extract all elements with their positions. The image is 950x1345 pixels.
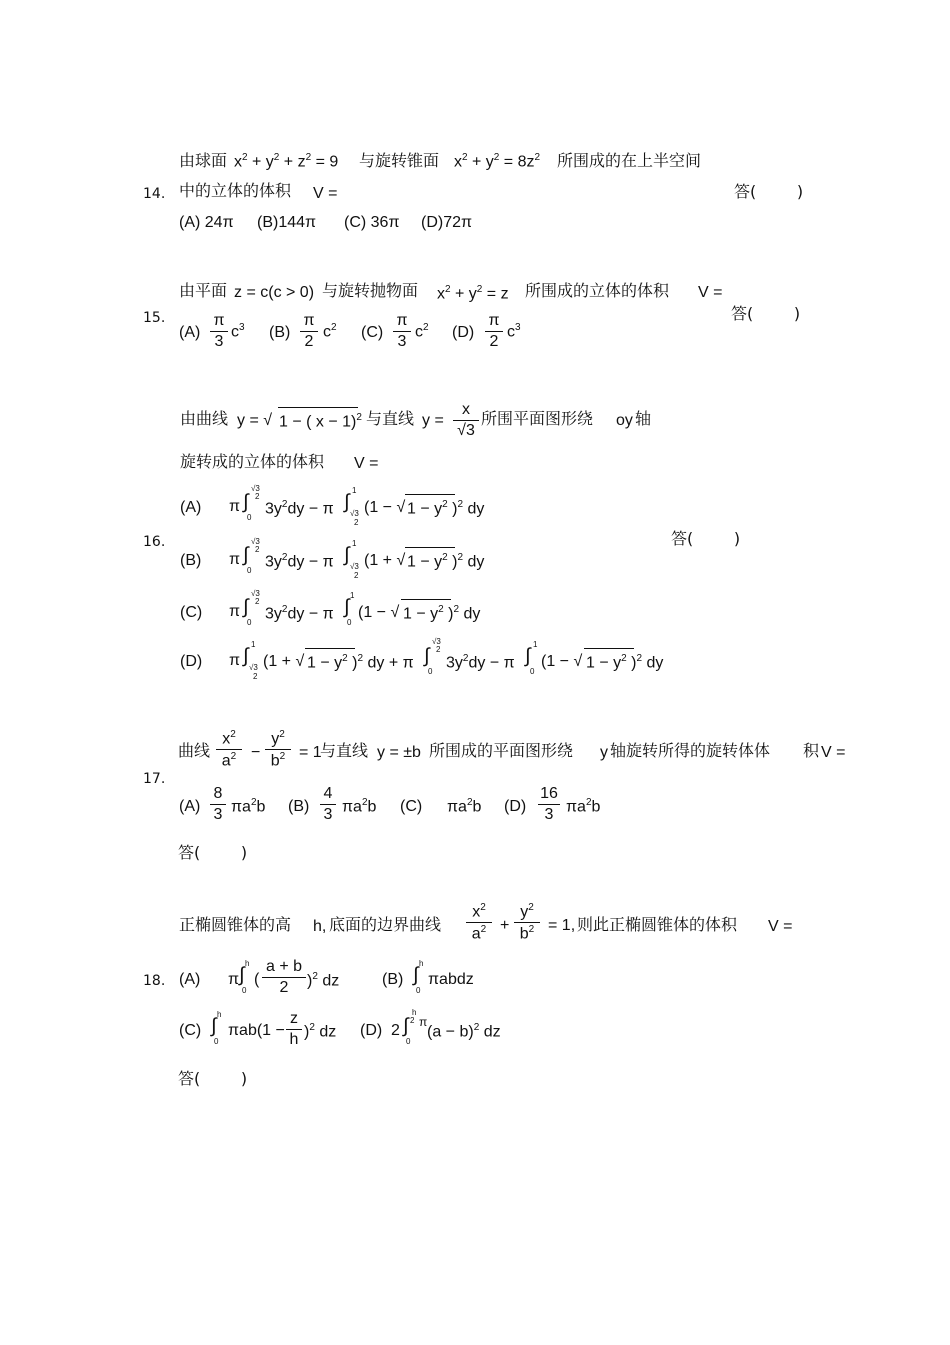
q14-volume-label: V = xyxy=(313,185,338,202)
q18-ellipse-x-fraction: $x^2$ $a^2$ xyxy=(466,903,492,943)
q18-option-a-pi: π xyxy=(228,971,240,988)
q16-a-upper: √3 xyxy=(251,484,260,493)
q16-option-c-pi: π xyxy=(229,603,241,620)
q15-option-b-power: $c^2$ xyxy=(323,322,337,341)
q18-option-a-open: ( xyxy=(254,971,260,988)
q18-option-c-fraction: z h xyxy=(286,1011,302,1048)
q16-curve-equation: y = √ xyxy=(237,412,273,429)
q17-volume-label: V = xyxy=(821,744,846,761)
q18-ellipse-y-fraction: $y^2$ $b^2$ xyxy=(514,903,540,943)
q15-option-c[interactable]: (C) xyxy=(361,324,384,341)
q17-option-a-expr: $\pi a^2b$ xyxy=(231,797,266,816)
q15-option-a[interactable]: (A) xyxy=(179,324,201,341)
q18-d-pi-small: π xyxy=(419,1015,428,1029)
q18-option-c-integral: ∫ xyxy=(211,1015,217,1037)
q14-number: 14. xyxy=(143,186,166,202)
q18-option-a-fraction: a + b 2 xyxy=(262,959,306,996)
q16-option-b-integral-1: ∫ xyxy=(243,544,249,566)
q14-stem-line1: 由球面 xyxy=(179,151,228,170)
q17-stem-c: 所围成的平面图形绕 xyxy=(429,741,574,760)
q16-a-sqrt-bar xyxy=(405,494,455,495)
q16-b-radicand: $1 - y^2$ )$^2$ dy xyxy=(407,552,485,571)
q16-option-c[interactable]: (C) xyxy=(180,604,203,621)
q17-stem-d: 轴旋转所得的旋转体体 xyxy=(610,741,771,760)
q17-stem-e: 积 xyxy=(803,741,820,760)
q18-c-upper: h xyxy=(217,1010,222,1019)
q14-equation-sphere: $x^2 + y^2 + z^2 = 9$ xyxy=(234,152,339,171)
q14-stem-end: 所围成的在上半空间 xyxy=(557,151,702,170)
q16-d-upper: 1 xyxy=(251,640,256,649)
q16-option-d-term3: (1 − √ xyxy=(541,653,583,670)
q18-option-d-coef: 2 xyxy=(391,1022,400,1039)
q18-stem-c: 则此正椭圆锥体的体积 xyxy=(577,915,738,934)
q18-height: h, xyxy=(313,918,327,935)
q16-b-lower2: √3 xyxy=(350,562,359,571)
q18-answer-blank[interactable]: 答( ) xyxy=(178,1069,248,1088)
q16-d-lower2: 0 xyxy=(428,667,433,676)
q16-b-lower: 0 xyxy=(247,566,252,575)
q16-b-sqrt-bar xyxy=(405,547,455,548)
q16-d-upper2-den: 2 xyxy=(436,645,441,654)
q14-option-c[interactable]: (C) 36π xyxy=(344,214,400,231)
q16-option-d[interactable]: (D) xyxy=(180,653,203,670)
q15-option-b[interactable]: (B) xyxy=(269,324,291,341)
q17-option-c[interactable]: (C) xyxy=(400,798,423,815)
q16-d-lower-den: 2 xyxy=(253,672,258,681)
q18-number: 18. xyxy=(143,973,166,989)
q16-option-c-integral-2: ∫ xyxy=(344,596,350,618)
q16-option-b-term2: (1 + √ xyxy=(364,552,406,569)
q18-option-b-integral: ∫ xyxy=(413,964,419,986)
q16-d-lower3: 0 xyxy=(530,667,535,676)
q14-equation-cone: $x^2 + y^2 = 8z^2$ xyxy=(454,152,541,171)
q16-stem-b: 与直线 xyxy=(366,409,415,428)
q16-c-radicand: $1 - y^2$ )$^2$ dy xyxy=(403,604,481,623)
q18-d-upper: h xyxy=(412,1008,417,1017)
q16-option-c-term1: $3y^2dy - \pi$ xyxy=(265,604,334,623)
q16-option-d-pi: π xyxy=(229,652,241,669)
q17-option-c-expr: $\pi a^2b$ xyxy=(447,797,482,816)
q16-option-d-integral-1: ∫ xyxy=(243,645,249,667)
q16-option-d-term1: (1 + √ xyxy=(263,653,305,670)
q17-hyperbola-y-fraction: $y^2$ $b^2$ xyxy=(265,730,291,770)
q15-stem-a: 由平面 xyxy=(179,281,228,300)
q18-equals-one: = 1, xyxy=(548,917,576,934)
q18-a-upper: h xyxy=(245,959,250,968)
q16-c-sqrt-bar xyxy=(401,599,451,600)
q16-option-a-pi: π xyxy=(229,498,241,515)
q16-curve-radicand: 1 − ( x − 1)$^2$ xyxy=(279,412,362,431)
q16-answer-blank[interactable]: 答( ) xyxy=(671,529,741,548)
q17-option-d-expr: $\pi a^2b$ xyxy=(566,797,601,816)
q15-answer-blank[interactable]: 答( ) xyxy=(731,304,801,323)
q15-option-a-power: $c^3$ xyxy=(231,322,245,341)
q14-stem-mid: 与旋转锥面 xyxy=(359,151,440,170)
q16-c-upper: √3 xyxy=(251,589,260,598)
q15-stem-b: 与旋转抛物面 xyxy=(322,281,419,300)
q16-option-d-integral-2: ∫ xyxy=(424,645,430,667)
q18-b-upper: h xyxy=(419,959,424,968)
q16-d-upper3: 1 xyxy=(533,640,538,649)
q18-b-lower: 0 xyxy=(416,986,421,995)
q17-minus: − xyxy=(251,744,261,761)
q18-stem-b: 底面的边界曲线 xyxy=(329,915,442,934)
q16-option-b-integral-2: ∫ xyxy=(344,544,350,566)
q16-d-lower: √3 xyxy=(249,663,258,672)
q17-option-a[interactable]: (A) xyxy=(179,798,201,815)
q16-d-sqrt-bar xyxy=(305,648,355,649)
q16-a-radicand: $1 - y^2$ )$^2$ dy xyxy=(407,499,485,518)
q18-option-c-expr: πab(1 − xyxy=(228,1022,285,1039)
q16-d-radicand: $1 - y^2$ )$^2$ dy + π xyxy=(307,653,414,672)
q16-b-lower2-den: 2 xyxy=(354,571,359,580)
q18-option-c[interactable]: (C) xyxy=(179,1022,202,1039)
q16-d-upper2: √3 xyxy=(432,637,441,646)
q18-c-lower: 0 xyxy=(214,1037,219,1046)
q18-option-c-close: )$^2$ dz xyxy=(304,1022,337,1041)
q18-option-b[interactable]: (B) xyxy=(382,971,404,988)
q16-option-a-integral-1: ∫ xyxy=(243,491,249,513)
q16-volume-label: V = xyxy=(354,455,379,472)
q16-d-radicand2: $1 - y^2$ )$^2$ dy xyxy=(586,653,664,672)
q18-stem-a: 正椭圆锥体的高 xyxy=(179,915,292,934)
q18-d-upper-den: 2 xyxy=(410,1016,415,1025)
q18-a-lower: 0 xyxy=(242,986,247,995)
q18-d-lower: 0 xyxy=(406,1037,411,1046)
q16-a-upper2: 1 xyxy=(352,486,357,495)
q17-option-b-fraction: 4 3 xyxy=(320,786,336,823)
q16-stem-a: 由曲线 xyxy=(180,409,229,428)
q16-option-d-term2: $3y^2dy - \pi$ xyxy=(446,653,515,672)
q15-number: 15. xyxy=(143,310,166,326)
q17-axis: y xyxy=(600,744,608,761)
q16-a-lower2: √3 xyxy=(350,509,359,518)
q17-number: 17. xyxy=(143,771,166,787)
q15-option-b-fraction: π 2 xyxy=(300,313,318,350)
q16-option-c-integral-1: ∫ xyxy=(243,596,249,618)
q15-stem-c: 所围成的立体的体积 xyxy=(525,281,670,300)
q18-volume-label: V = xyxy=(768,918,793,935)
q16-sqrt-bar xyxy=(278,407,358,408)
q17-answer-blank[interactable]: 答( ) xyxy=(178,843,248,862)
q16-option-d-integral-3: ∫ xyxy=(525,645,531,667)
q17-equals-one: = 1 xyxy=(299,744,322,761)
q18-option-d[interactable]: (D) xyxy=(360,1022,383,1039)
q17-option-b[interactable]: (B) xyxy=(288,798,310,815)
q16-c-upper2: 1 xyxy=(350,591,355,600)
q17-stem-b: 与直线 xyxy=(320,741,369,760)
q16-a-upper-den: 2 xyxy=(255,492,260,501)
q16-stem-line2: 旋转成的立体的体积 xyxy=(180,452,325,471)
q15-equation-paraboloid: $x^2 + y^2 = z$ xyxy=(437,284,509,303)
q18-option-a-close: )$^2$ dz xyxy=(307,971,340,990)
q16-option-b-term1: $3y^2dy - \pi$ xyxy=(265,552,334,571)
q16-option-a-term1: $3y^2dy - \pi$ xyxy=(265,499,334,518)
q16-a-lower2-den: 2 xyxy=(354,518,359,527)
q16-stem-c: 所围平面图形绕 xyxy=(481,409,594,428)
q16-stem-d: 轴 xyxy=(635,409,652,428)
q17-option-d[interactable]: (D) xyxy=(504,798,527,815)
q16-a-lower: 0 xyxy=(247,513,252,522)
q17-option-a-fraction: 8 3 xyxy=(210,786,226,823)
q16-c-lower2: 0 xyxy=(347,618,352,627)
q18-option-a-integral: ∫ xyxy=(239,964,245,986)
q16-b-upper2: 1 xyxy=(352,539,357,548)
q16-option-c-term2: (1 − √ xyxy=(358,604,400,621)
q17-option-b-expr: $\pi a^2b$ xyxy=(342,797,377,816)
q15-option-d[interactable]: (D) xyxy=(452,324,475,341)
q15-option-c-fraction: π 3 xyxy=(393,313,411,350)
q14-option-a[interactable]: (A) 24π xyxy=(179,214,234,231)
q15-option-a-fraction: π 3 xyxy=(210,313,228,350)
q16-b-upper-den: 2 xyxy=(255,545,260,554)
q17-stem-a: 曲线 xyxy=(178,741,211,760)
q15-option-d-power: $c^3$ xyxy=(507,322,521,341)
q16-d-sqrt-bar2 xyxy=(584,648,634,649)
q16-c-lower: 0 xyxy=(247,618,252,627)
q14-option-d[interactable]: (D)72π xyxy=(421,214,473,231)
q17-line-equation: y = ±b xyxy=(377,744,421,761)
q14-stem-line2: 中的立体的体积 xyxy=(179,181,292,200)
q15-option-d-fraction: π 2 xyxy=(485,313,503,350)
q16-option-b-pi: π xyxy=(229,551,241,568)
q18-plus: + xyxy=(500,917,510,934)
q15-option-c-power: $c^2$ xyxy=(415,322,429,341)
q18-option-a[interactable]: (A) xyxy=(179,971,201,988)
q15-equation-plane: z = c(c > 0) xyxy=(234,284,315,301)
q16-option-a-integral-2: ∫ xyxy=(344,491,350,513)
q16-option-a[interactable]: (A) xyxy=(180,499,202,516)
q16-option-b[interactable]: (B) xyxy=(180,552,202,569)
q14-answer-blank[interactable]: 答( ) xyxy=(734,182,804,201)
q16-axis: oy xyxy=(616,412,633,429)
q18-option-b-expr: πabdz xyxy=(428,971,474,988)
q16-c-upper-den: 2 xyxy=(255,597,260,606)
q17-option-d-fraction: 16 3 xyxy=(538,786,560,823)
q18-option-d-expr: $(a - b)^2$ dz xyxy=(427,1022,501,1041)
q16-number: 16. xyxy=(143,534,166,550)
q18-option-d-integral: ∫ xyxy=(403,1015,409,1037)
q16-option-a-term2: (1 − √ xyxy=(364,499,406,516)
q14-option-b[interactable]: (B)144π xyxy=(257,214,317,231)
q15-volume-label: V = xyxy=(698,284,723,301)
q17-hyperbola-x-fraction: $x^2$ $a^2$ xyxy=(216,730,242,770)
q16-line-fraction: x √3 xyxy=(453,402,479,439)
q16-line-equation-lhs: y = xyxy=(422,412,444,429)
q16-b-upper: √3 xyxy=(251,537,260,546)
